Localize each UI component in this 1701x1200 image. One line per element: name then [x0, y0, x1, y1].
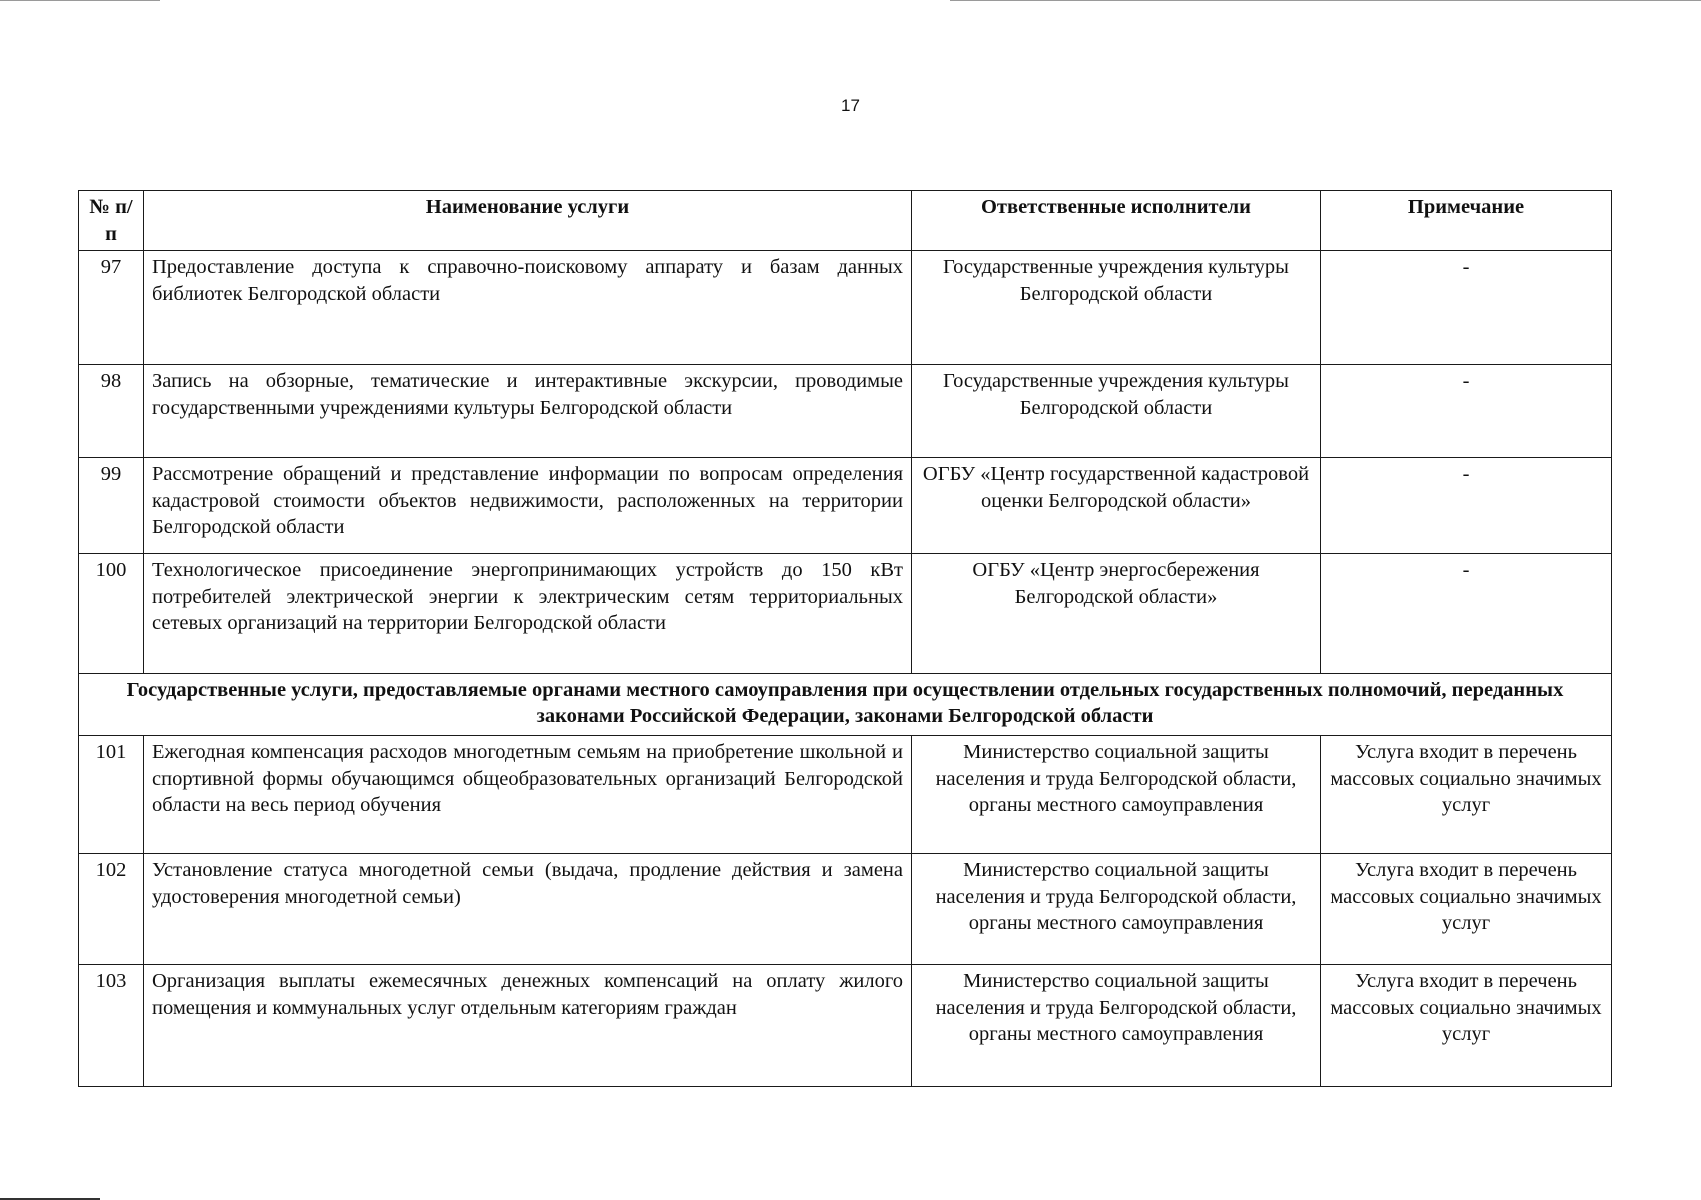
table-row: [79, 365, 1612, 458]
header-note: Примечание: [1321, 191, 1612, 251]
table-row: [79, 965, 1612, 1087]
table-header-row: [79, 191, 1612, 251]
row-service-name: Запись на обзорные, тематические и интерактивные экскурсии, проводимые государственными учреждениями культуры Белгородской области: [144, 365, 912, 458]
row-num: 100: [79, 554, 144, 674]
row-responsible: Государственные учреждения культуры Белгородской области: [912, 365, 1321, 458]
row-service-name: Ежегодная компенсация расходов многодетным семьям на приобретение школьной и спортивной формы обучающимся общеобразовательных организаций Белгородской области на весь период обучения: [144, 736, 912, 854]
header-responsible: Ответственные исполнители: [912, 191, 1321, 251]
table-row: [79, 554, 1612, 674]
table-row: [79, 251, 1612, 365]
row-responsible: Министерство социальной защиты населения и труда Белгородской области, органы местного самоуправления: [912, 965, 1321, 1087]
row-service-name: Технологическое присоединение энергопринимающих устройств до 150 кВт потребителей электрической энергии к электрическим сетям территориальных сетевых организаций на территории Белгородской области: [144, 554, 912, 674]
table-row: [79, 458, 1612, 554]
section-title: Государственные услуги, предоставляемые органами местного самоуправления при осуществлении отдельных государственных полномочий, переданных законами Российской Федерации, законами Белгородской области: [79, 674, 1612, 736]
row-note: -: [1321, 251, 1612, 365]
section-row: [79, 674, 1612, 736]
table-row: [79, 854, 1612, 965]
row-responsible: ОГБУ «Центр энергосбережения Белгородской области»: [912, 554, 1321, 674]
row-responsible: Министерство социальной защиты населения и труда Белгородской области, органы местного самоуправления: [912, 736, 1321, 854]
row-service-name: Организация выплаты ежемесячных денежных компенсаций на оплату жилого помещения и коммунальных услуг отдельным категориям граждан: [144, 965, 912, 1087]
row-note: -: [1321, 365, 1612, 458]
header-name: Наименование услуги: [144, 191, 912, 251]
row-note: Услуга входит в перечень массовых социально значимых услуг: [1321, 736, 1612, 854]
row-responsible: ОГБУ «Центр государственной кадастровой оценки Белгородской области»: [912, 458, 1321, 554]
row-note: -: [1321, 554, 1612, 674]
table-row: [79, 736, 1612, 854]
page-number: 17: [841, 96, 860, 115]
row-note: -: [1321, 458, 1612, 554]
row-num: 103: [79, 965, 144, 1087]
header-num: № п/п: [79, 191, 144, 251]
row-num: 98: [79, 365, 144, 458]
row-responsible: Государственные учреждения культуры Белгородской области: [912, 251, 1321, 365]
services-table: [78, 190, 1612, 1087]
row-service-name: Предоставление доступа к справочно-поисковому аппарату и базам данных библиотек Белгородской области: [144, 251, 912, 365]
row-num: 97: [79, 251, 144, 365]
scan-edge-top-left: [0, 0, 160, 1]
row-num: 99: [79, 458, 144, 554]
scan-edge-top-right: [950, 0, 1701, 1]
row-responsible: Министерство социальной защиты населения и труда Белгородской области, органы местного самоуправления: [912, 854, 1321, 965]
row-num: 101: [79, 736, 144, 854]
row-service-name: Установление статуса многодетной семьи (выдача, продление действия и замена удостоверения многодетной семьи): [144, 854, 912, 965]
row-note: Услуга входит в перечень массовых социально значимых услуг: [1321, 854, 1612, 965]
row-num: 102: [79, 854, 144, 965]
row-note: Услуга входит в перечень массовых социально значимых услуг: [1321, 965, 1612, 1087]
row-service-name: Рассмотрение обращений и представление информации по вопросам определения кадастровой стоимости объектов недвижимости, расположенных на территории Белгородской области: [144, 458, 912, 554]
